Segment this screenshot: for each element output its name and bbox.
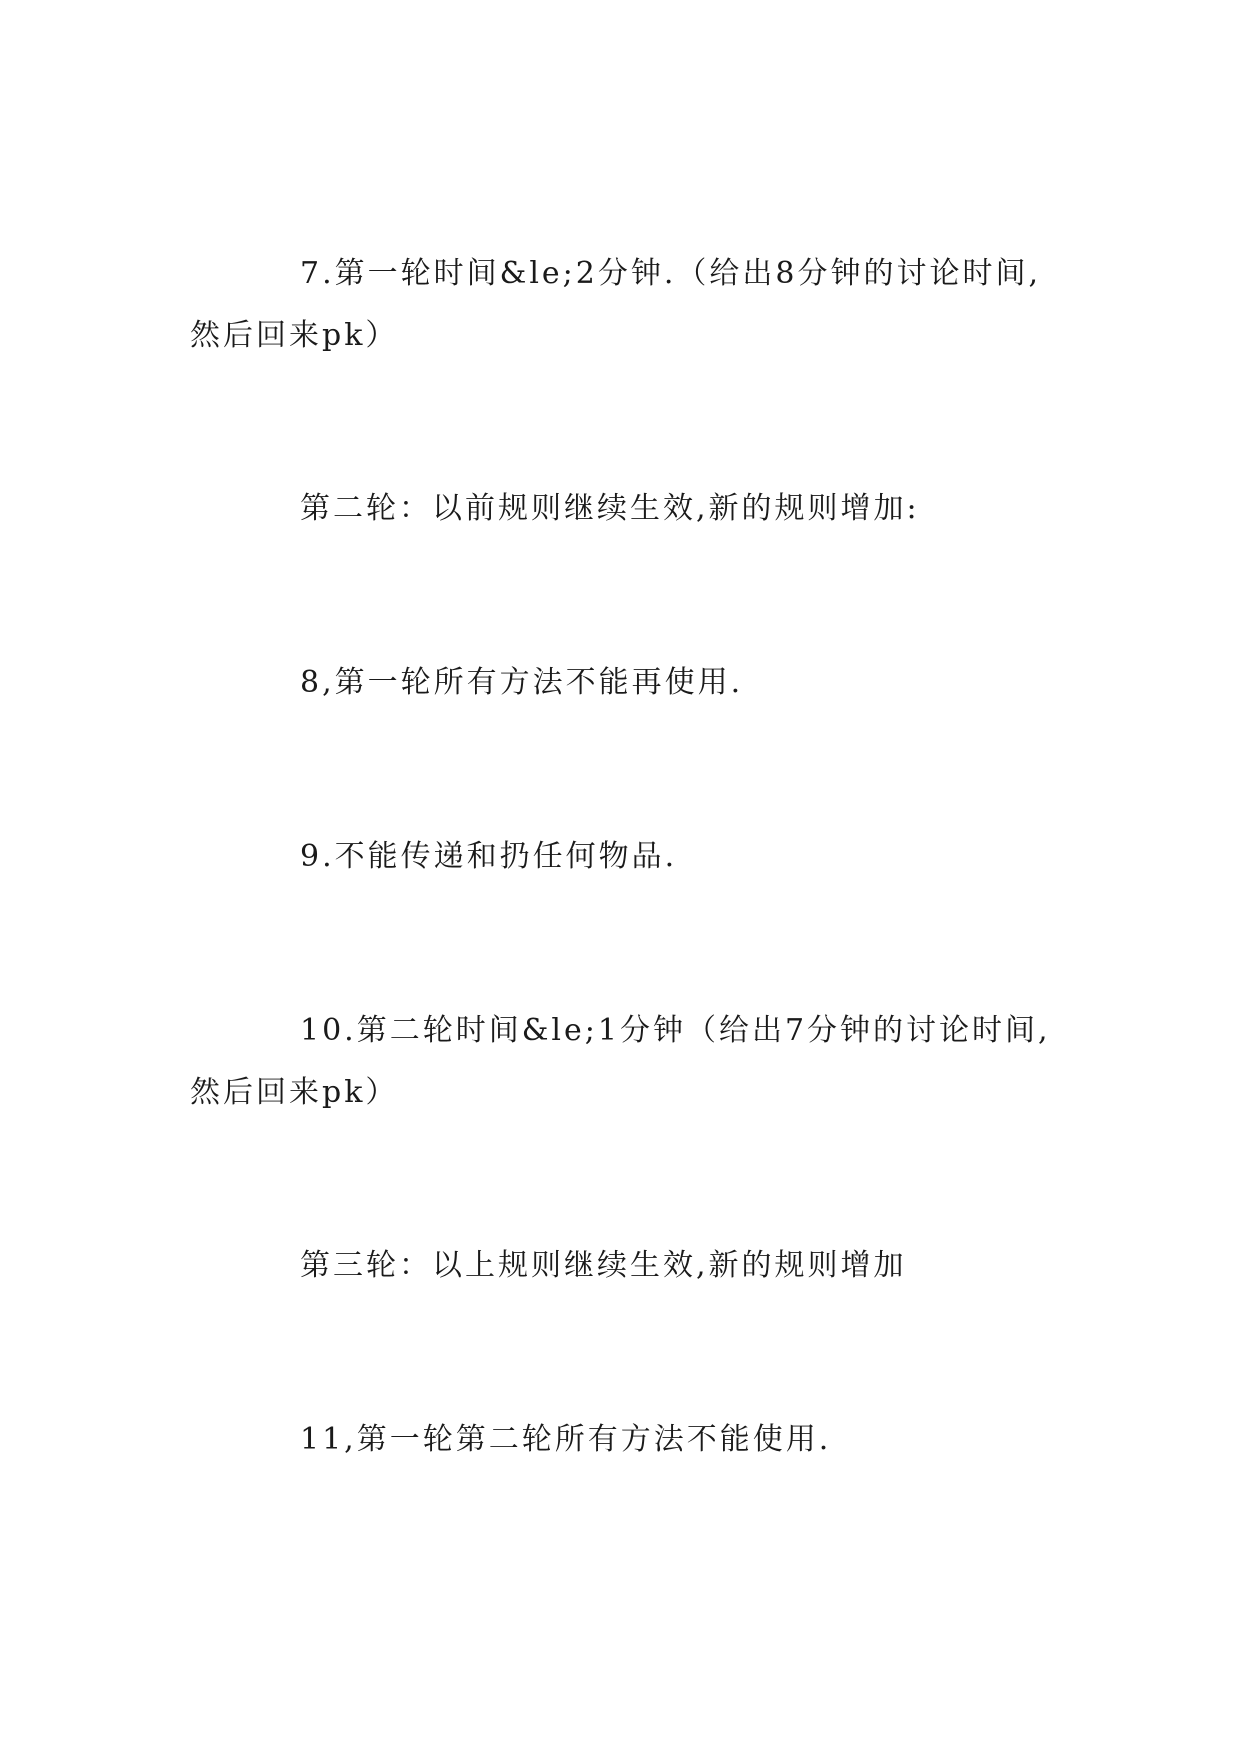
paragraph-rule-9: 9.不能传递和扔任何物品.: [300, 839, 678, 874]
paragraph-rule-11: 11,第一轮第二轮所有方法不能使用.: [300, 1422, 832, 1457]
paragraph-rule-7: 7.第一轮时间&le;2分钟.（给出8分钟的讨论时间,然后回来pk）: [190, 256, 1042, 353]
paragraph-round-3-heading: 第三轮：以上规则继续生效,新的规则增加: [300, 1248, 907, 1283]
paragraph-round-2-heading: 第二轮：以前规则继续生效,新的规则增加:: [300, 491, 920, 526]
paragraph-rule-10: 10.第二轮时间&le;1分钟（给出7分钟的讨论时间,然后回来pk）: [190, 1013, 1051, 1110]
paragraph-rule-8: 8,第一轮所有方法不能再使用.: [300, 665, 744, 700]
